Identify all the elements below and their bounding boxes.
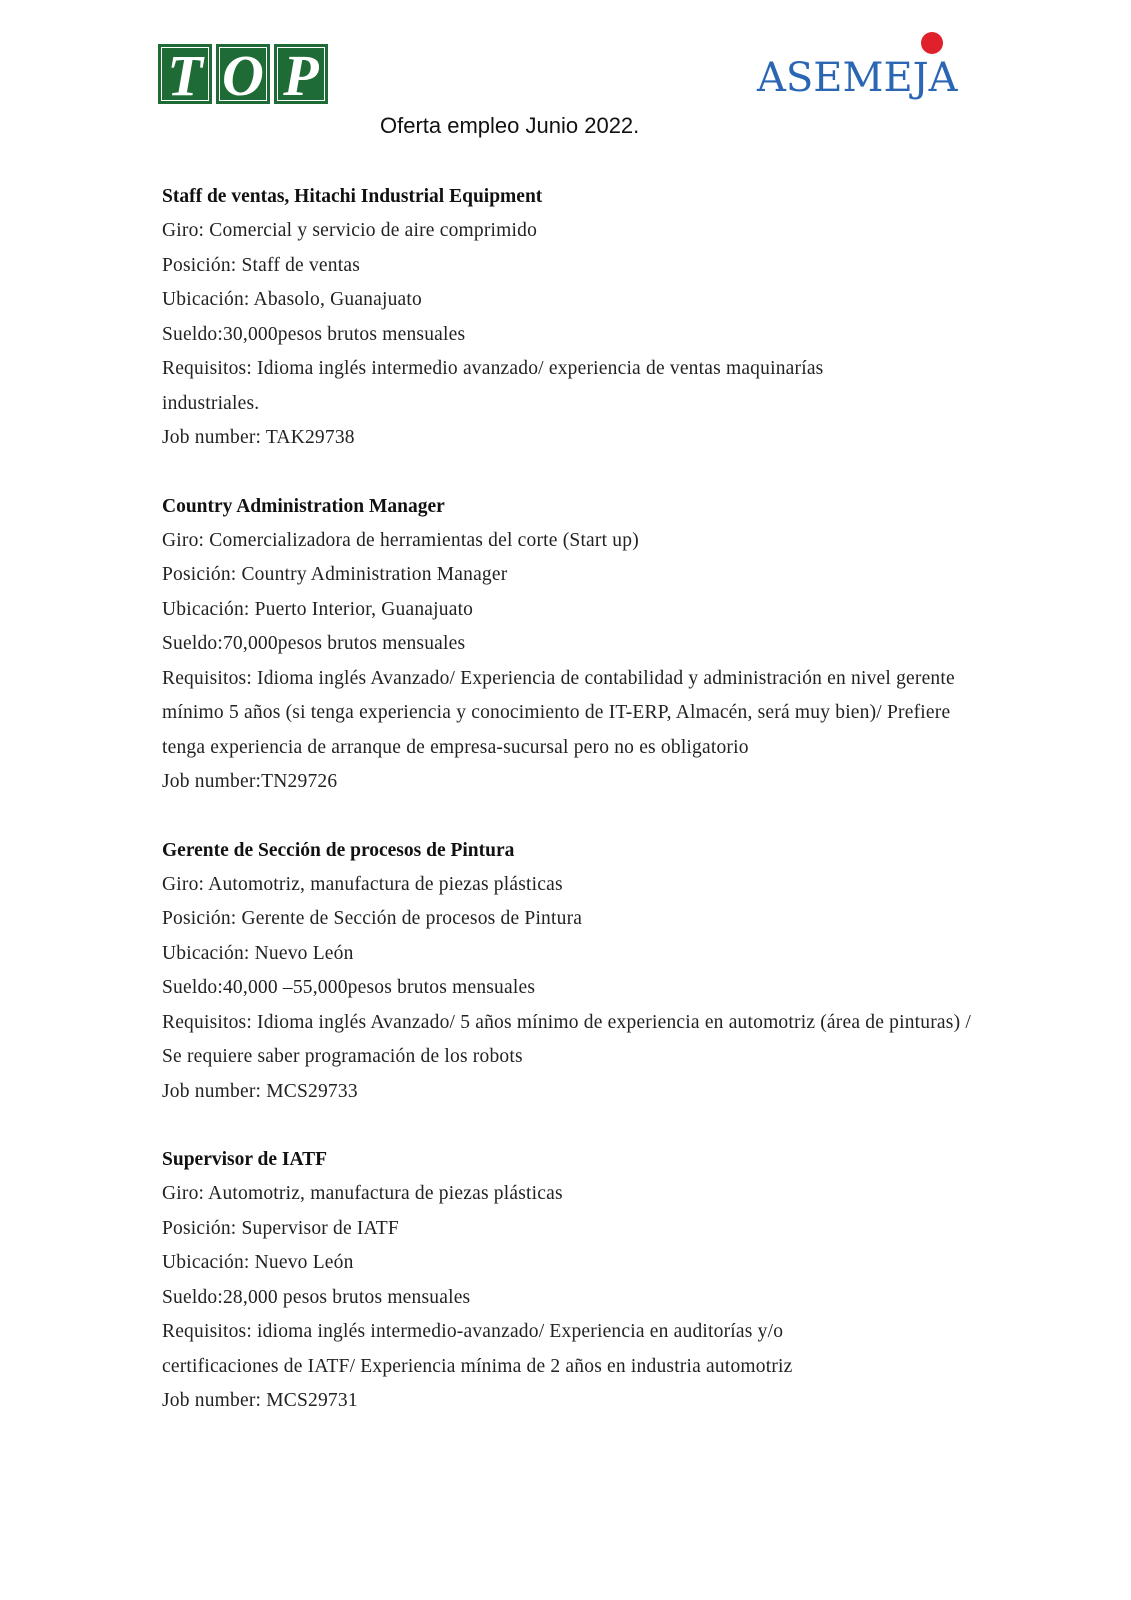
job-ubicacion: Ubicación: Nuevo León [162, 1252, 354, 1273]
job-title: Staff de ventas, Hitachi Industrial Equipment [162, 186, 543, 207]
job-giro: Giro: Automotriz, manufactura de piezas plásticas [162, 873, 563, 895]
job-posicion: Posición: Supervisor de IATF [162, 1217, 399, 1239]
job-requisitos: Requisitos: Idioma inglés Avanzado/ 5 años mínimo de experiencia en automotriz (área de pinturas) / Se requiere saber programación de los robots [162, 1011, 971, 1067]
job-sueldo: Sueldo:30,000pesos brutos mensuales [162, 323, 466, 345]
document-title: Oferta empleo Junio 2022. [380, 113, 640, 138]
job-listing [162, 180, 992, 456]
job-giro: Giro: Comercializadora de herramientas del corte (Start up) [162, 529, 639, 551]
job-giro: Giro: Automotriz, manufactura de piezas plásticas [162, 1183, 563, 1204]
job-ubicacion: Ubicación: Abasolo, Guanajuato [162, 289, 422, 310]
job-title: Country Administration Manager [162, 495, 445, 517]
job-number: Job number: MCS29731 [162, 1390, 358, 1411]
job-requisitos: Requisitos: Idioma inglés Avanzado/ Experiencia de contabilidad y administración en nivel gerente mínimo 5 años (si tenga experiencia y conocimiento de IT-ERP, Almacén, será muy bien)/ Prefiere tenga experiencia de arranque de empresa-sucursal pero no es obligatorio [162, 667, 955, 758]
top-logo-letter: T [158, 44, 212, 104]
job-sueldo: Sueldo:70,000pesos brutos mensuales [162, 633, 466, 654]
asemeja-logo-text: ASEMEJA [757, 55, 958, 101]
job-title: Supervisor de IATF [162, 1149, 328, 1170]
job-requisitos: Requisitos: idioma inglés intermedio-avanzado/ Experiencia en auditorías y/o certificaciones de IATF/ Experiencia mínima de 2 años en industria automotriz [162, 1321, 793, 1377]
job-ubicacion: Ubicación: Puerto Interior, Guanajuato [162, 598, 474, 620]
job-posicion: Posición: Country Administration Manager [162, 564, 508, 585]
job-posicion: Posición: Staff de ventas [162, 254, 360, 276]
job-sueldo: Sueldo:28,000 pesos brutos mensuales [162, 1286, 471, 1308]
job-listing [162, 490, 992, 800]
job-posicion: Posición: Gerente de Sección de procesos de Pintura [162, 908, 583, 929]
job-listing [162, 1143, 992, 1419]
job-listing [162, 834, 992, 1110]
job-ubicacion: Ubicación: Nuevo León [162, 942, 354, 964]
job-title: Gerente de Sección de procesos de Pintura [162, 839, 515, 861]
job-number: Job number: TAK29738 [162, 427, 355, 448]
job-number: Job number: MCS29733 [162, 1080, 358, 1102]
job-requisitos: Requisitos: Idioma inglés intermedio avanzado/ experiencia de ventas maquinarías industriales. [162, 358, 824, 414]
top-logo-letter: O [216, 44, 270, 104]
job-giro: Giro: Comercial y servicio de aire comprimido [162, 220, 538, 241]
top-logo-letter: P [274, 44, 328, 104]
job-sueldo: Sueldo:40,000 –55,000pesos brutos mensuales [162, 977, 536, 998]
job-number: Job number:TN29726 [162, 771, 338, 792]
asemeja-logo-red-dot [921, 32, 943, 54]
top-logo [158, 43, 328, 108]
job-listings [162, 180, 992, 1453]
asemeja-logo [757, 28, 972, 108]
